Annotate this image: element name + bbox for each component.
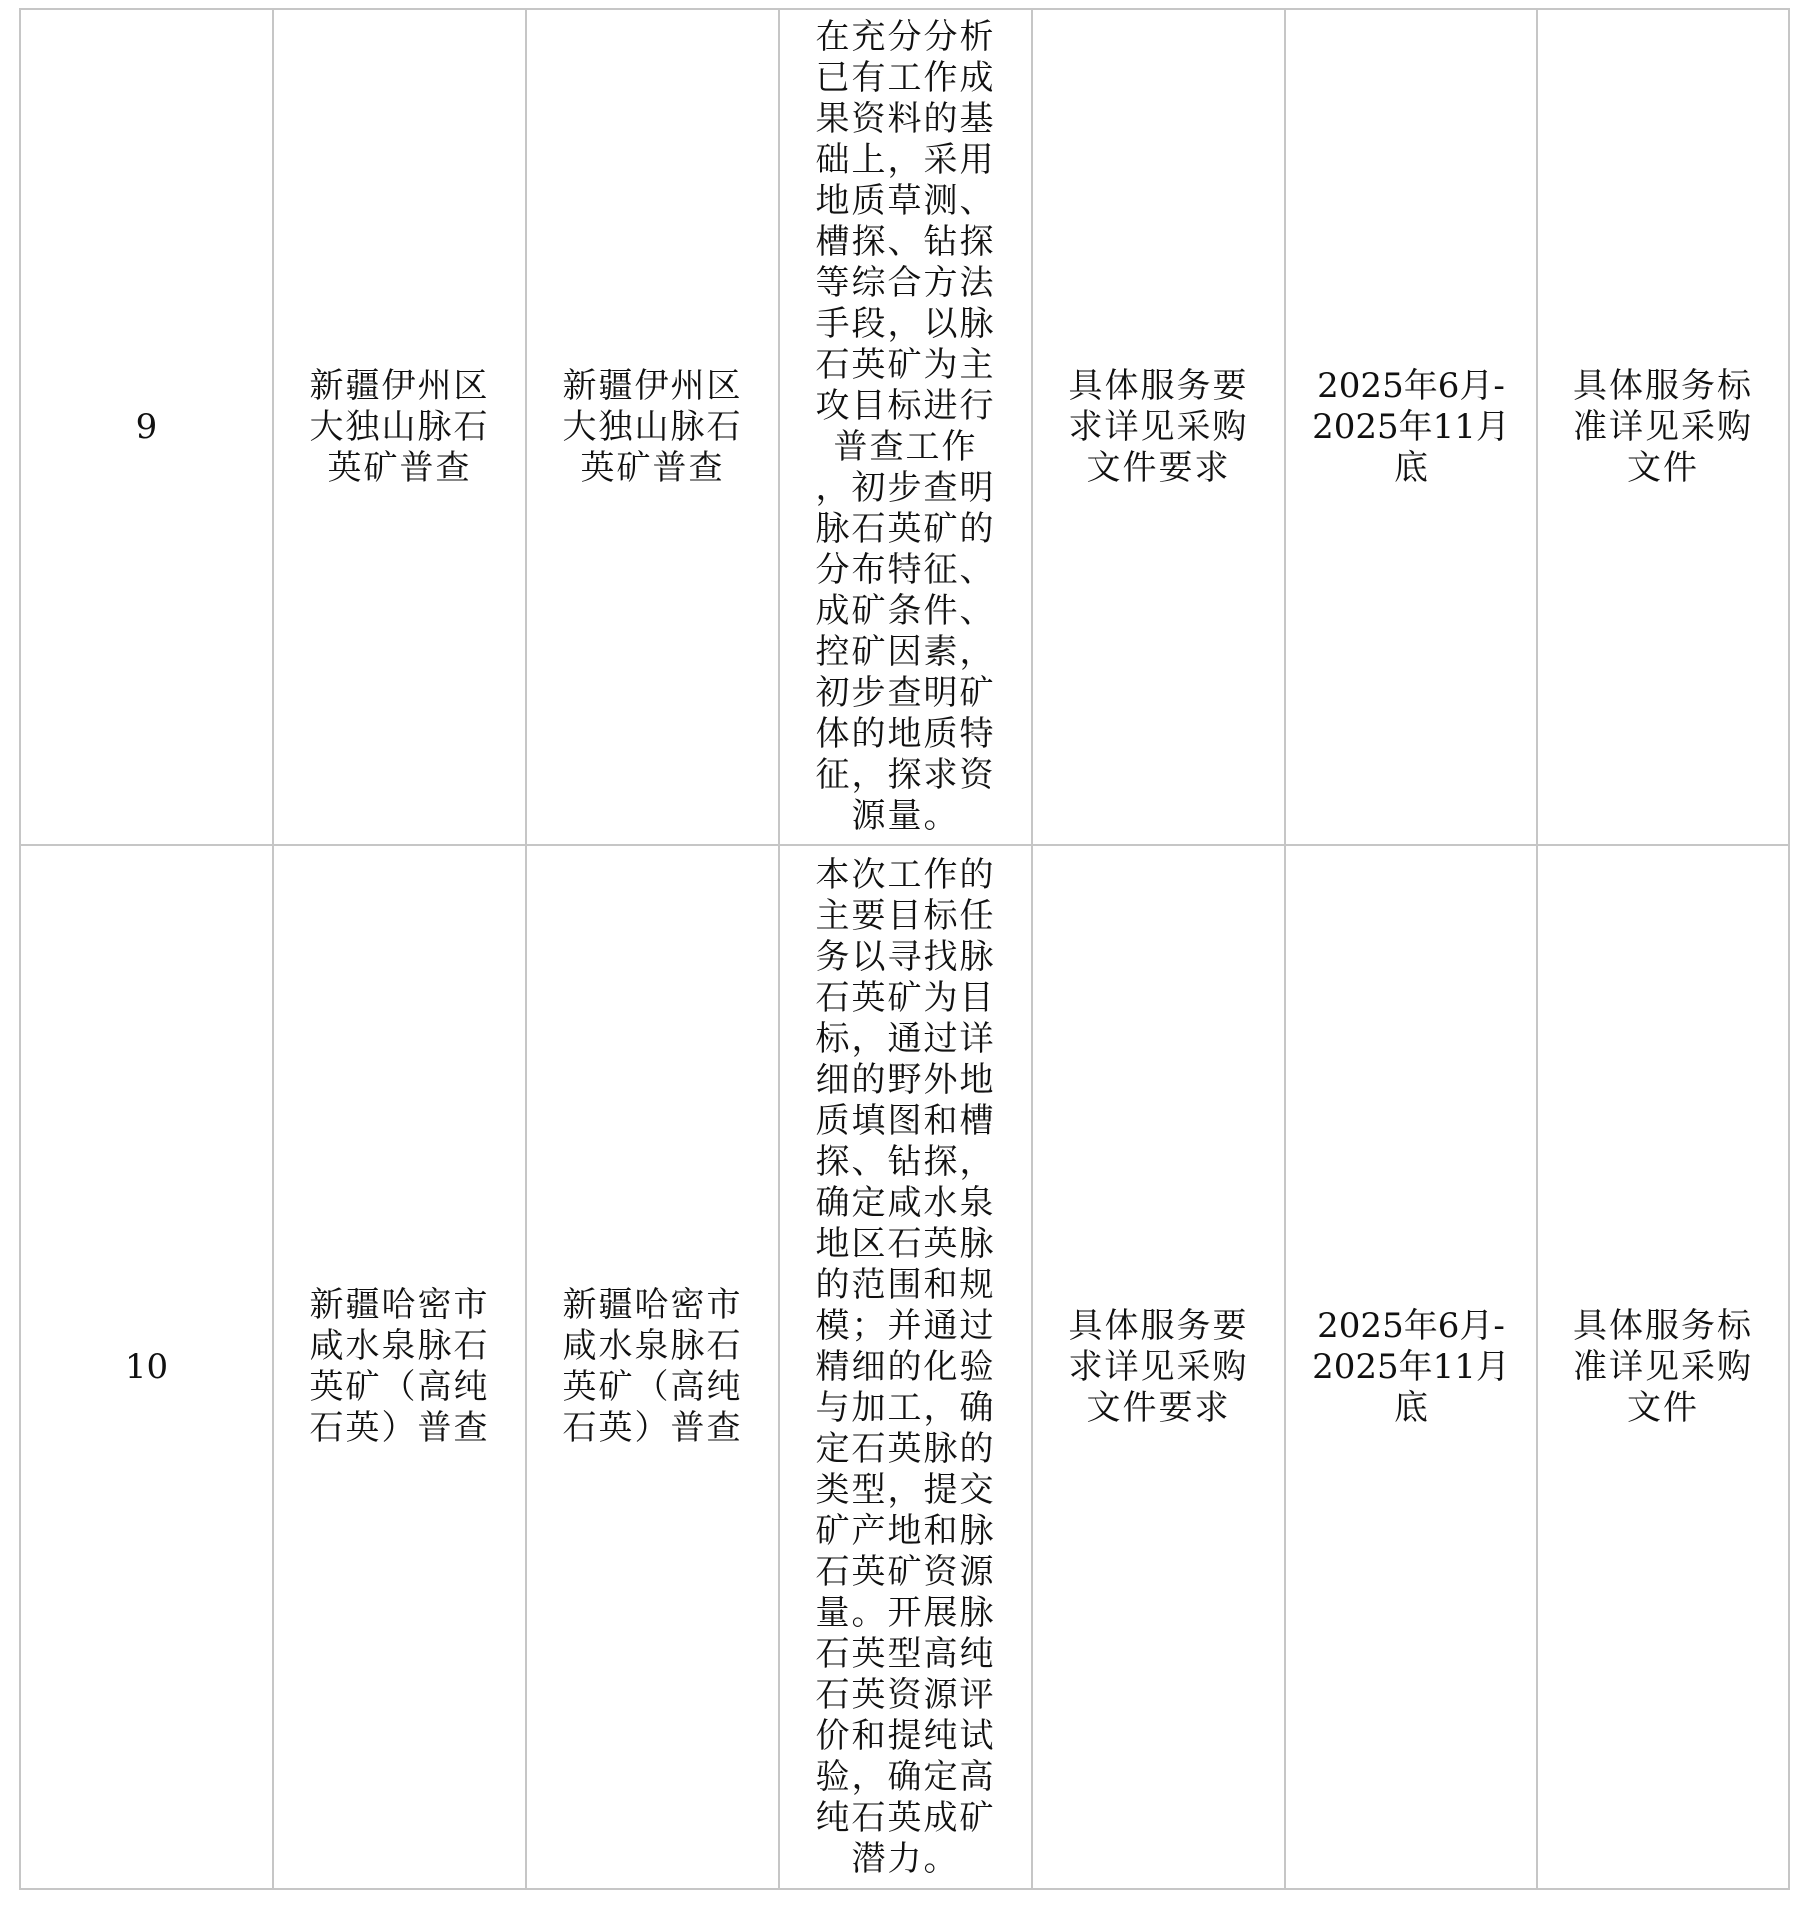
table-row	[20, 9, 1789, 845]
period-cell	[1285, 9, 1537, 845]
service-period: 2025年6月-2025年11月底	[1312, 1305, 1510, 1428]
project-name-cell	[273, 9, 526, 845]
project-name: 新疆伊州区大独山脉石英矿普查	[309, 365, 490, 488]
requirements-cell	[1032, 845, 1285, 1889]
content-cell	[779, 9, 1032, 845]
project-name-cell	[273, 845, 526, 1889]
service-requirements: 具体服务要求详见采购文件要求	[1068, 1305, 1249, 1428]
subject-cell	[526, 9, 779, 845]
service-standard: 具体服务标准详见采购文件	[1573, 1305, 1753, 1428]
row-index: 9	[135, 406, 158, 447]
work-content: 本次工作的主要目标任务以寻找脉石英矿为目标，通过详细的野外地质填图和槽探、钻探，确定咸水泉地区石英脉的范围和规模；并通过精细的化验与加工，确定石英脉的类型，提交矿产地和脉石英矿资源量。开展脉石英型高纯石英资源评价和提纯试验，确定高纯石英成矿潜力。	[815, 854, 996, 1879]
procurement-table	[19, 8, 1790, 1890]
procurement-subject: 新疆哈密市咸水泉脉石英矿（高纯石英）普查	[562, 1285, 743, 1448]
subject-cell	[526, 845, 779, 1889]
index-cell	[20, 9, 273, 845]
standard-cell	[1537, 9, 1789, 845]
requirements-cell	[1032, 9, 1285, 845]
index-cell	[20, 845, 273, 1889]
service-standard: 具体服务标准详见采购文件	[1573, 365, 1753, 488]
procurement-subject: 新疆伊州区大独山脉石英矿普查	[562, 365, 743, 488]
table-row	[20, 845, 1789, 1889]
service-requirements: 具体服务要求详见采购文件要求	[1068, 365, 1249, 488]
work-content: 在充分分析已有工作成果资料的基础上，采用地质草测、槽探、钻探等综合方法手段，以脉石英矿为主攻目标进行普查工作 ，初步查明脉石英矿的分布特征、成矿条件、控矿因素，初步查明矿体的地质特征，探求资源量。	[815, 17, 996, 836]
standard-cell	[1537, 845, 1789, 1889]
service-period: 2025年6月-2025年11月底	[1312, 365, 1510, 488]
project-name: 新疆哈密市咸水泉脉石英矿（高纯石英）普查	[309, 1285, 490, 1448]
period-cell	[1285, 845, 1537, 1889]
row-index: 10	[124, 1346, 169, 1387]
content-cell	[779, 845, 1032, 1889]
